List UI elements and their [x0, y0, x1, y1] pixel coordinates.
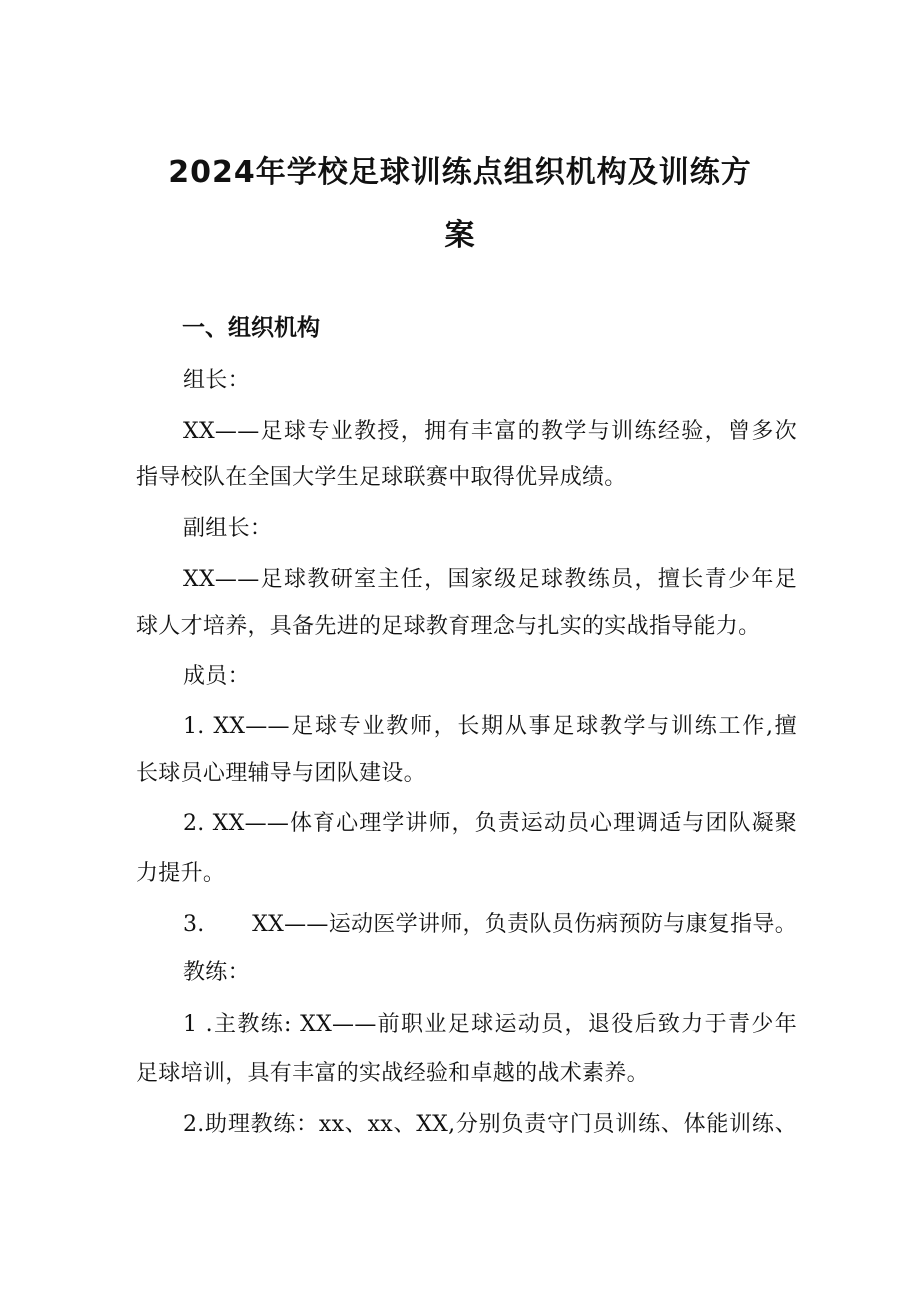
member-1-line-1: 1. XX——足球专业教师，长期从事足球教学与训练工作,擅 [183, 714, 797, 739]
coach-1-line-1: 1 .主教练: XX——前职业足球运动员，退役后致力于青少年 [183, 1012, 797, 1037]
document-title-line-2: 案 [444, 218, 476, 253]
leader-description-line-1: XX——足球专业教授，拥有丰富的教学与训练经验，曾多次 [183, 419, 797, 444]
leader-description-line-2: 指导校队在全国大学生足球联赛中取得优异成绩。 [136, 465, 627, 490]
member-3-number: 3. [183, 912, 205, 937]
member-3-line [183, 910, 797, 940]
coach-1-line-2: 足球培训，具有丰富的实战经验和卓越的战术素养。 [136, 1061, 649, 1086]
section-heading-organization: 一、组织机构 [182, 315, 320, 341]
members-label: 成员： [183, 664, 250, 689]
member-2-line-1: 2. XX——体育心理学讲师，负责运动员心理调适与团队凝聚 [183, 811, 797, 836]
member-3-text: XX——运动医学讲师，负责队员伤病预防与康复指导。 [252, 912, 797, 937]
leader-label: 组长： [183, 368, 250, 393]
coaches-label: 教练： [183, 960, 250, 985]
coach-2-line-1: 2.助理教练：xx、xx、XX,分别负责守门员训练、体能训练、 [183, 1112, 797, 1137]
member-1-line-2: 长球员心理辅导与团队建设。 [136, 761, 426, 786]
document-title-line-1: 2024年学校足球训练点组织机构及训练方 [168, 155, 752, 190]
member-2-line-2: 力提升。 [136, 861, 226, 886]
deputy-description-line-1: XX——足球教研室主任，国家级足球教练员，擅长青少年足 [183, 567, 797, 592]
deputy-description-line-2: 球人才培养，具备先进的足球教育理念与扎实的实战指导能力。 [136, 614, 761, 639]
deputy-leader-label: 副组长： [183, 516, 273, 541]
